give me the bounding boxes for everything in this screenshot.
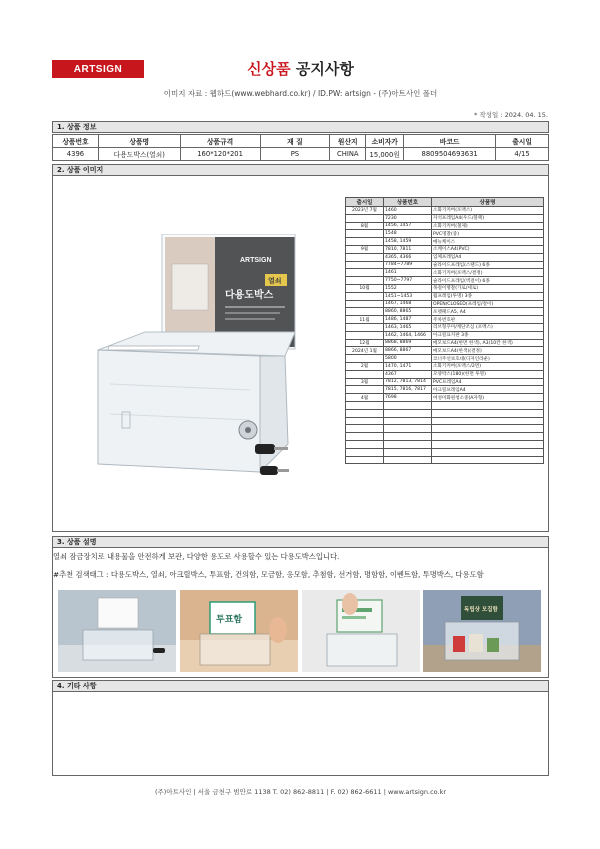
table-cell: 2023년 7월 <box>346 207 384 215</box>
table-cell <box>346 230 384 238</box>
photo-donation-box <box>302 590 420 672</box>
table-cell: 11월 <box>346 316 384 324</box>
table-cell: 다용도박스(열쇠) <box>98 148 180 161</box>
table-header-row <box>346 198 544 207</box>
table-row <box>346 253 544 261</box>
table-cell: 4367 <box>384 370 432 378</box>
table-row <box>346 331 544 339</box>
table-cell: 1460 <box>384 207 432 215</box>
lock-keyhole <box>245 427 251 433</box>
table-cell: 7784~7789 <box>384 261 432 269</box>
section-description-header: 3. 상품 설명 <box>52 536 549 548</box>
table-cell <box>346 331 384 339</box>
table-cell: CHINA <box>330 148 366 161</box>
table-row <box>346 245 544 253</box>
table-header-row <box>53 135 549 148</box>
product-description: 열쇠 잠금장치로 내용물을 안전하게 보관, 다양한 용도로 사용할수 있는 다용도박스입니다. <box>53 552 340 561</box>
page-title <box>52 58 549 79</box>
table-header-cell: 상품명 <box>432 198 544 207</box>
table-cell <box>346 253 384 261</box>
table-cell: PS <box>260 148 330 161</box>
table-row <box>53 148 549 161</box>
table-cell <box>346 277 384 285</box>
table-cell: 1467, 1468 <box>384 300 432 308</box>
search-tags: #추천 검색태그 : 다용도박스, 열쇠, 아크릴박스, 투표함, 건의함, 모금함, 응모함, 추첨함, 선거함, 명함함, 이벤트함, 투명박스, 다용도함 <box>53 570 484 579</box>
table-cell <box>432 417 544 425</box>
table-cell: 2024년 1월 <box>346 347 384 355</box>
table-cell: 7815, 7816, 7817 <box>384 386 432 394</box>
table-cell: 2월 <box>346 362 384 370</box>
table-header-cell: 상품규격 <box>180 135 260 148</box>
table-cell: 자석프레임A4(우드/블랙) <box>432 214 544 222</box>
table-cell: 15,000원 <box>366 148 404 161</box>
table-cell: PVC명찰(중) <box>432 230 544 238</box>
table-cell: 1462, 1464, 1466 <box>384 331 432 339</box>
artsign-logo: ARTSIGN <box>52 60 144 78</box>
table-header-cell: 상품번호 <box>53 135 99 148</box>
table-row <box>346 300 544 308</box>
table-cell: 메모보드A4(한색)(결정) <box>432 347 544 355</box>
table-cell: 12월 <box>346 339 384 347</box>
table-cell: PVC프레임A4 <box>432 378 544 386</box>
table-header-cell: 바코드 <box>404 135 496 148</box>
table-row <box>346 401 544 409</box>
table-cell <box>384 409 432 417</box>
table-row <box>346 230 544 238</box>
table-cell: 리브형꾸미/계단조심 (포맥스) <box>432 323 544 331</box>
photo-vote-label: 투표함 <box>216 615 243 625</box>
table-cell <box>346 417 384 425</box>
table-cell: 1451~1453 <box>384 292 432 300</box>
table-cell <box>346 401 384 409</box>
table-row <box>346 316 544 324</box>
table-cell <box>346 308 384 316</box>
key-icon <box>260 466 278 475</box>
table-cell <box>346 448 384 456</box>
table-cell <box>346 238 384 246</box>
table-cell <box>384 433 432 441</box>
table-cell: 1548 <box>384 230 432 238</box>
table-cell: 메뉴케이스 <box>432 238 544 246</box>
table-cell: 4365, 4366 <box>384 253 432 261</box>
table-header-cell: 재 질 <box>260 135 330 148</box>
table-cell <box>346 370 384 378</box>
table-row <box>346 456 544 464</box>
table-row <box>346 269 544 277</box>
table-cell <box>346 261 384 269</box>
table-cell: 160*120*201 <box>180 148 260 161</box>
table-cell: 1463, 1465 <box>384 323 432 331</box>
table-cell: 9월 <box>346 245 384 253</box>
table-header-cell: 출시일 <box>496 135 549 148</box>
section-product-info-header: 1. 상품 정보 <box>52 121 549 133</box>
table-row <box>346 425 544 433</box>
table-cell: 아크릴프레임A4 <box>432 386 544 394</box>
table-row <box>346 370 544 378</box>
box-front <box>98 350 260 472</box>
table-row <box>346 238 544 246</box>
table-header-cell: 상품번호 <box>384 198 432 207</box>
table-cell <box>346 456 384 464</box>
table-cell <box>432 433 544 441</box>
table-row <box>346 277 544 285</box>
table-cell: 여성미화원청소중(A자형) <box>432 394 544 402</box>
table-cell: 1552 <box>384 284 432 292</box>
key-blade <box>274 447 288 450</box>
table-cell: 소화기커버(포맥스) <box>432 207 544 215</box>
table-cell <box>346 269 384 277</box>
section-other-header: 4. 기타 사항 <box>52 680 549 692</box>
table-cell <box>346 300 384 308</box>
table-row <box>346 409 544 417</box>
table-cell: 8866, 8867 <box>384 347 432 355</box>
table-cell: 메모보드A4(한면 한색), A3(10칸 한색) <box>432 339 544 347</box>
table-cell <box>346 409 384 417</box>
table-cell <box>384 401 432 409</box>
table-cell: 아크릴표지판 3종 <box>432 331 544 339</box>
table-cell: 입체프레임A4 <box>432 253 544 261</box>
table-cell: 4/15 <box>496 148 549 161</box>
table-cell: 7230 <box>384 214 432 222</box>
box-side <box>260 356 288 472</box>
table-cell: 주차번호판 <box>432 316 544 324</box>
table-cell: 모양박스(180)(한면 투명) <box>432 370 544 378</box>
company-footer: (주)아트사인 | 서울 금천구 범안로 1138 T. 02) 862-8811 | F. 02) 862-6611 | www.artsign.co.kr <box>154 788 447 796</box>
table-cell: 1456, 1457 <box>384 222 432 230</box>
table-cell <box>346 386 384 394</box>
photo-voting-box <box>180 590 298 672</box>
table-row <box>346 378 544 386</box>
table-row <box>346 417 544 425</box>
table-cell <box>346 214 384 222</box>
table-header-cell: 원산지 <box>330 135 366 148</box>
other-notes-area <box>52 692 549 776</box>
table-cell: 4월 <box>346 394 384 402</box>
title-new-product: 신상품 <box>247 60 291 78</box>
table-cell <box>346 440 384 448</box>
table-cell: 1461 <box>384 269 432 277</box>
table-cell <box>432 456 544 464</box>
table-cell: 코너주선보호대(디자인라운) <box>432 355 544 363</box>
table-cell <box>432 440 544 448</box>
table-cell: 슬라이드프레임(벽걸이) 6종 <box>432 277 544 285</box>
table-row <box>346 339 544 347</box>
table-row <box>346 355 544 363</box>
table-row <box>346 261 544 269</box>
table-row <box>346 394 544 402</box>
table-cell: 10월 <box>346 284 384 292</box>
table-cell <box>432 401 544 409</box>
table-cell: 7698 <box>384 394 432 402</box>
table-row <box>346 347 544 355</box>
table-row <box>346 323 544 331</box>
product-info-table <box>52 134 549 161</box>
table-cell <box>346 292 384 300</box>
photo-recruitment-box <box>423 590 541 672</box>
table-cell: 8860, 8865 <box>384 308 432 316</box>
box-slot <box>108 346 199 350</box>
key-blade <box>277 469 289 472</box>
table-row <box>346 222 544 230</box>
table-row <box>346 292 544 300</box>
header <box>52 60 549 80</box>
table-cell <box>346 323 384 331</box>
table-cell: 포맷패드A5, A4 <box>432 308 544 316</box>
table-row <box>346 207 544 215</box>
created-date: * 작성일 : 2024. 04. 15. <box>474 111 548 119</box>
table-cell <box>384 456 432 464</box>
table-cell <box>346 355 384 363</box>
table-header-cell: 출시일 <box>346 198 384 207</box>
table-cell: 7810, 7811 <box>384 245 432 253</box>
table-header-cell: 상품명 <box>98 135 180 148</box>
table-cell: 소화기커버(포맥스/2면) <box>432 362 544 370</box>
table-cell <box>384 440 432 448</box>
table-cell: 1486, 1487 <box>384 316 432 324</box>
table-cell: 슬라이드프레임(스탠드) 6종 <box>432 261 544 269</box>
table-cell <box>384 425 432 433</box>
image-source-info: 이미지 자료 : 웹하드(www.webhard.co.kr) / ID.PW: artsign - (주)아트사인 폴더 <box>163 89 438 98</box>
table-row <box>346 386 544 394</box>
schedule-body <box>346 207 544 464</box>
table-cell: 1470, 1471 <box>384 362 432 370</box>
table-cell <box>432 409 544 417</box>
table-row <box>346 440 544 448</box>
table-cell <box>432 448 544 456</box>
table-cell <box>432 425 544 433</box>
table-cell: 7812, 7813, 7814 <box>384 378 432 386</box>
table-cell: 8809504693631 <box>404 148 496 161</box>
table-cell: 목걸이명찰(가로/세로) <box>432 284 544 292</box>
photo-box-with-keys <box>58 590 176 672</box>
table-cell: 소화기커버(철제) <box>432 222 544 230</box>
table-cell: 1458, 1459 <box>384 238 432 246</box>
key-icon <box>255 444 275 454</box>
table-row <box>346 284 544 292</box>
table-cell: 3월 <box>346 378 384 386</box>
section-product-image-header: 2. 상품 이미지 <box>52 164 549 176</box>
table-cell <box>346 425 384 433</box>
table-cell: 4396 <box>53 148 99 161</box>
table-row <box>346 362 544 370</box>
table-cell: 8868, 8869 <box>384 339 432 347</box>
photo-recruit-label: 독립상 모집함 <box>464 607 498 613</box>
table-cell <box>384 417 432 425</box>
table-cell: 7750~7797 <box>384 277 432 285</box>
table-cell: 소케이스A4(PVC) <box>432 245 544 253</box>
table-cell: 8월 <box>346 222 384 230</box>
title-notice: 공지사항 <box>290 60 354 78</box>
table-row <box>346 214 544 222</box>
product-illustration <box>90 234 300 494</box>
table-row <box>346 308 544 316</box>
table-cell: 월프레임(투명) 3종 <box>432 292 544 300</box>
table-cell: OPEN/CLOSED(프레임/걸이) <box>432 300 544 308</box>
table-cell: 5800 <box>384 355 432 363</box>
table-cell: 소화기커버(포맥스/결정) <box>432 269 544 277</box>
release-schedule-table <box>345 197 544 464</box>
table-row <box>346 433 544 441</box>
table-header-cell: 소비자가 <box>366 135 404 148</box>
table-cell <box>346 433 384 441</box>
table-cell <box>384 448 432 456</box>
table-row <box>346 448 544 456</box>
